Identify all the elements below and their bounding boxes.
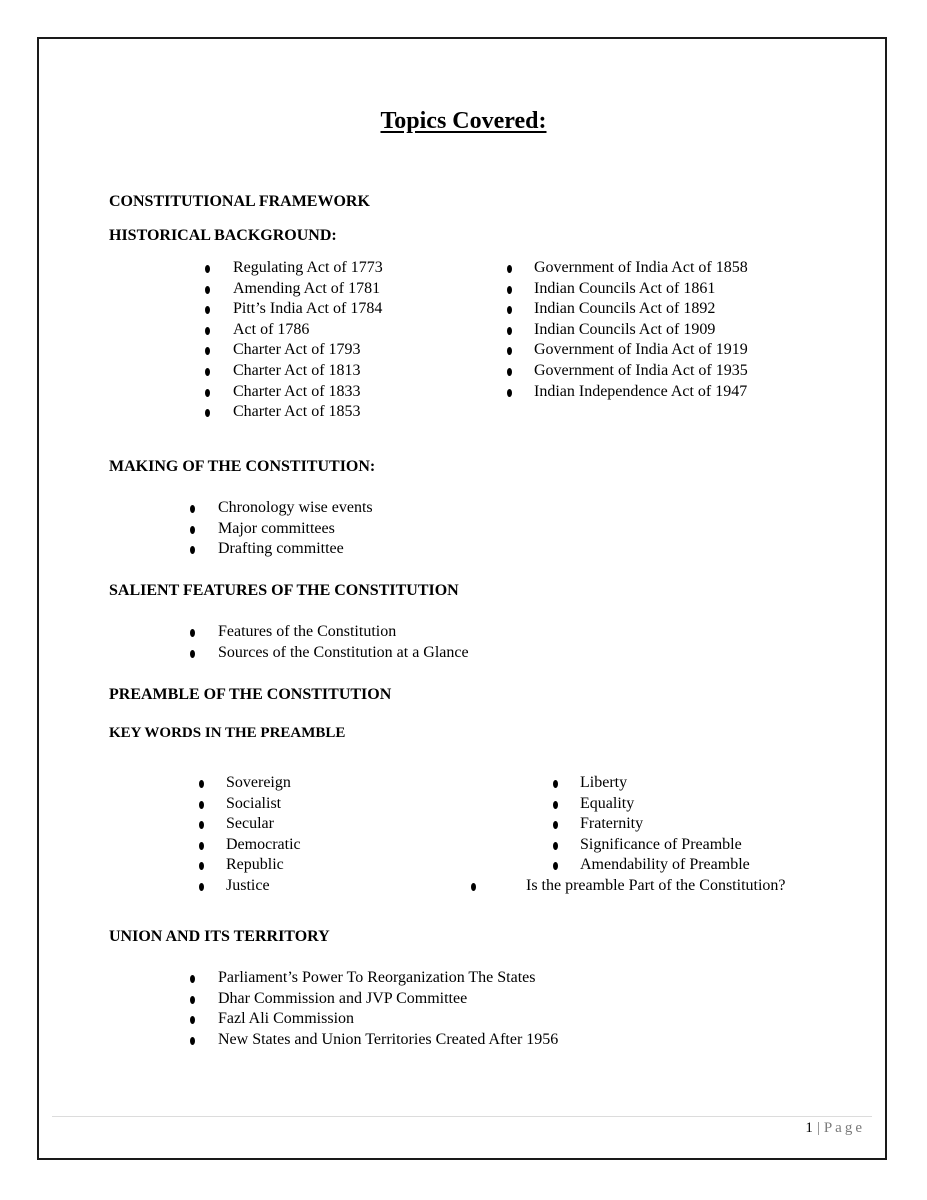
bullet-icon	[190, 975, 195, 983]
bullet-icon	[205, 389, 210, 397]
page-footer	[805, 1120, 865, 1137]
page-label: Page	[823, 1120, 865, 1136]
bullet-icon	[553, 842, 558, 850]
heading-union-territory: UNION AND ITS TERRITORY	[109, 928, 330, 945]
bullet-icon	[205, 327, 210, 335]
page-title: Topics Covered:	[380, 108, 547, 134]
bullet-icon	[507, 368, 512, 376]
bullet-icon	[471, 883, 476, 891]
bullet-icon	[507, 265, 512, 273]
footer-separator: |	[816, 1120, 820, 1136]
bullet-icon	[190, 505, 195, 513]
bullet-icon	[553, 801, 558, 809]
bullet-icon	[205, 265, 210, 273]
bullet-icon	[190, 526, 195, 534]
bullet-icon	[205, 368, 210, 376]
bullet-icon	[190, 650, 195, 658]
bullet-icon	[199, 842, 204, 850]
bullet-icon	[553, 780, 558, 788]
bullet-icon	[190, 1037, 195, 1045]
bullet-icon	[507, 389, 512, 397]
bullet-icon	[199, 883, 204, 891]
heading-making-of-constitution: MAKING OF THE CONSTITUTION:	[109, 458, 376, 475]
heading-key-words: KEY WORDS IN THE PREAMBLE	[109, 725, 346, 741]
footer-divider	[52, 1116, 872, 1117]
heading-historical-background: HISTORICAL BACKGROUND:	[109, 227, 337, 244]
heading-preamble: PREAMBLE OF THE CONSTITUTION	[109, 686, 392, 703]
bullet-icon	[190, 629, 195, 637]
heading-constitutional-framework: CONSTITUTIONAL FRAMEWORK	[109, 193, 370, 210]
bullet-icon	[507, 327, 512, 335]
heading-salient-features: SALIENT FEATURES OF THE CONSTITUTION	[109, 582, 459, 599]
page-number: 1	[805, 1120, 813, 1136]
bullet-icon	[507, 286, 512, 294]
bullet-icon	[199, 801, 204, 809]
bullet-icon	[205, 286, 210, 294]
bullet-icon	[190, 996, 195, 1004]
bullet-icon	[199, 780, 204, 788]
